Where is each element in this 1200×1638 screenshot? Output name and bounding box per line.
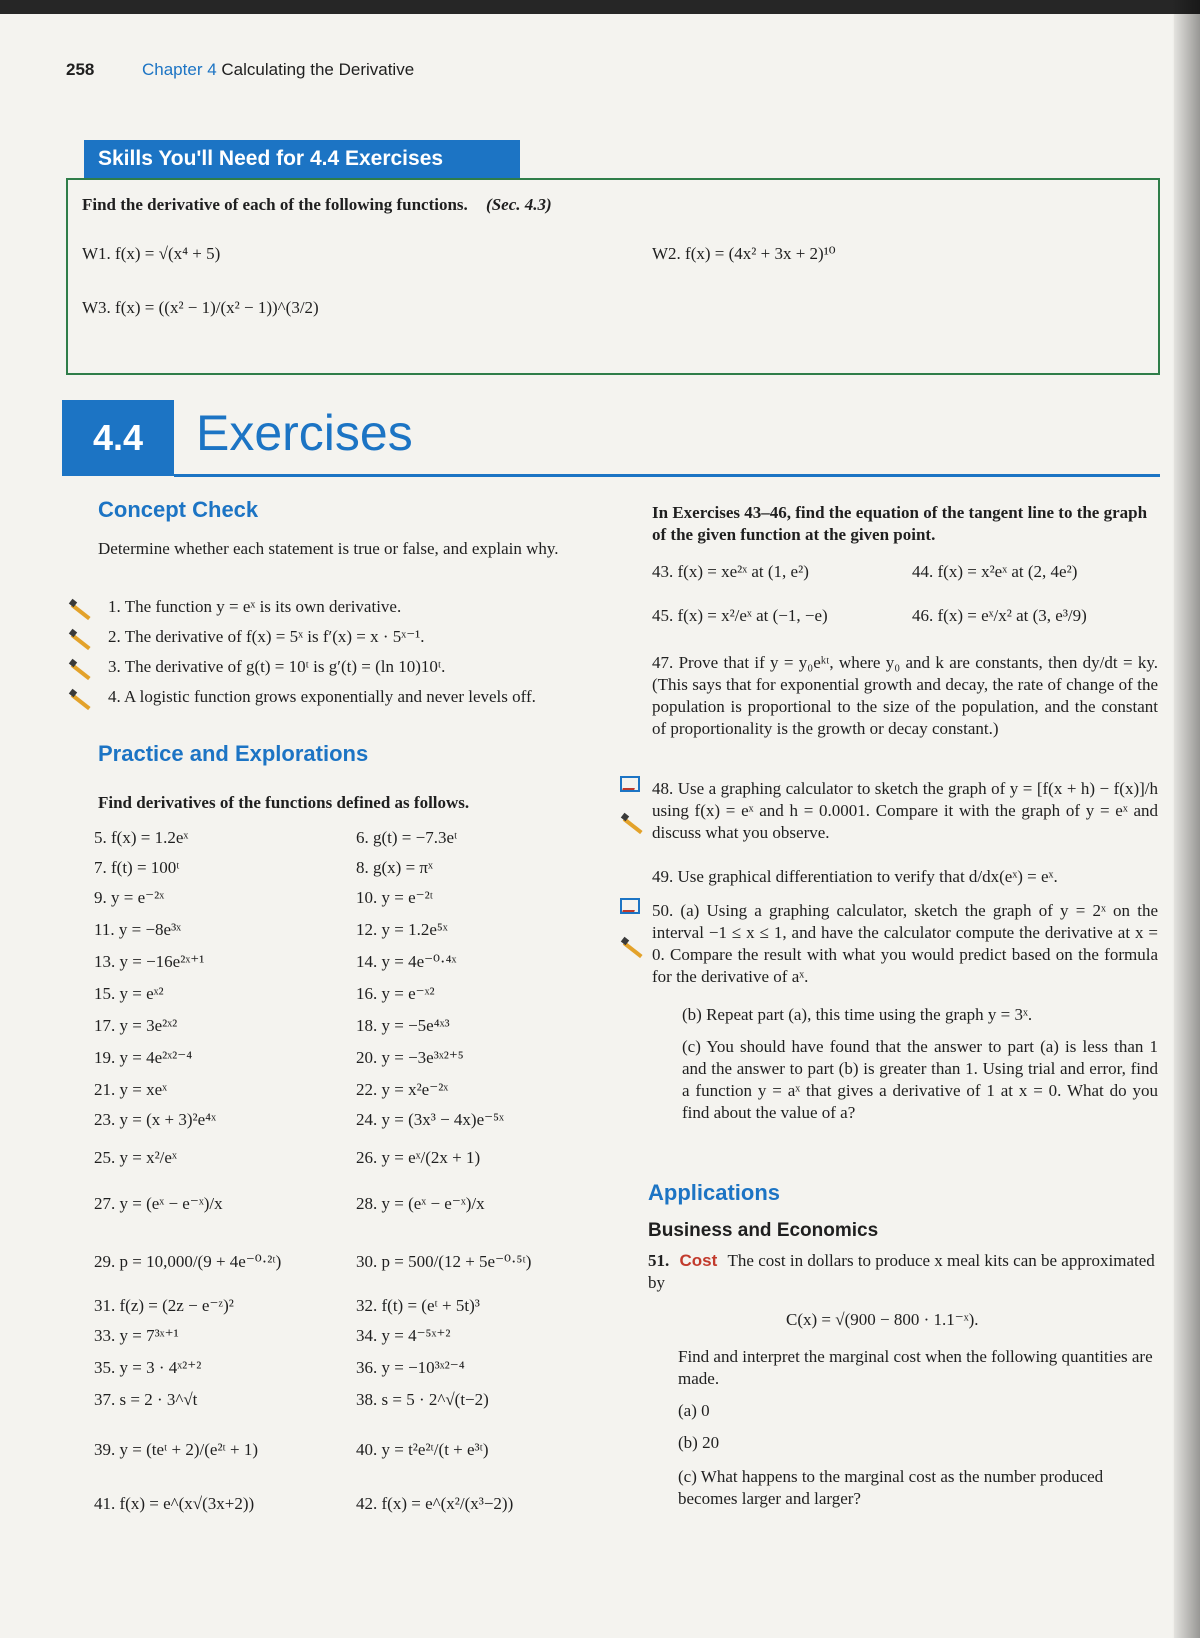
running-header [142,60,414,80]
practice-exercise: 20. y = −3e³ˣ²⁺⁵ [356,1048,464,1067]
practice-exercise: 15. y = eˣ² [94,984,164,1003]
scan-page-edge-shadow [1172,0,1200,1638]
practice-exercise: 42. f(x) = e^(x²/(x³−2)) [356,1494,514,1513]
skills-w3: W3. f(x) = ((x² − 1)/(x² − 1))^(3/2) [82,298,319,317]
practice-exercise: 5. f(x) = 1.2eˣ [94,828,189,847]
practice-exercise: 17. y = 3e²ˣ² [94,1016,178,1035]
business-economics-subheading: Business and Economics [648,1220,879,1241]
skills-tab: Skills You'll Need for 4.4 Exercises [84,140,520,178]
practice-exercise: 8. g(x) = πˣ [356,858,433,877]
practice-exercise: 36. y = −10³ˣ²⁻⁴ [356,1358,465,1377]
exercise-51-text: The cost in dollars to produce x meal kits can be approximated by [648,1251,1155,1292]
chapter-title: Calculating the Derivative [221,60,415,79]
writing-pencil-icon [70,624,92,644]
practice-exercise: 38. s = 5 · 2^√(t−2) [356,1390,489,1409]
practice-exercise: 25. y = x²/eˣ [94,1148,177,1167]
section-title: Exercises [196,405,413,461]
writing-pencil-icon [70,654,92,674]
concept-item: 3. The derivative of g(t) = 10ᵗ is g′(t) = (ln 10)10ᵗ. [108,657,446,676]
exercise-51-part-c: (c) What happens to the marginal cost as the number produced becomes larger and larger? [678,1467,1104,1508]
writing-pencil-icon [622,932,644,952]
practice-exercise: 7. f(t) = 100ᵗ [94,858,180,877]
practice-exercise: 12. y = 1.2e⁵ˣ [356,920,448,939]
practice-exercise: 18. y = −5e⁴ˣ³ [356,1016,450,1035]
exercise-44: 44. f(x) = x²eˣ at (2, 4e²) [912,562,1078,581]
skills-box [66,178,1160,375]
practice-exercise: 16. y = e⁻ˣ² [356,984,435,1003]
concept-check-heading: Concept Check [98,497,259,522]
applications-heading: Applications [648,1180,781,1205]
writing-pencil-icon [622,808,644,828]
concept-item: 1. The function y = eˣ is its own derivative. [108,597,402,616]
exercise-50b: (b) Repeat part (a), this time using the graph y = 3ˣ. [682,1005,1033,1024]
exercise-51 [648,1250,1158,1294]
practice-exercise: 37. s = 2 · 3^√t [94,1390,198,1409]
exercise-48: 48. Use a graphing calculator to sketch the graph of y = [f(x + h) − f(x)]/h using f(x) = eˣ and h = 0.0001. Compare it with the graph of y = eˣ and discuss what you observe. [652,779,1158,842]
practice-exercise: 39. y = (teᵗ + 2)/(e²ᵗ + 1) [94,1440,259,1459]
practice-exercise: 6. g(t) = −7.3eᵗ [356,828,458,847]
practice-exercise: 34. y = 4⁻⁵ˣ⁺² [356,1326,451,1345]
practice-exercise: 21. y = xeˣ [94,1080,168,1099]
practice-exercise: 13. y = −16e²ˣ⁺¹ [94,952,205,971]
exercise-51-part-b: (b) 20 [678,1433,720,1452]
practice-exercise: 22. y = x²e⁻²ˣ [356,1080,449,1099]
practice-exercise: 30. p = 500/(12 + 5e⁻⁰·⁵ᵗ) [356,1252,532,1271]
practice-exercise: 32. f(t) = (eᵗ + 5t)³ [356,1296,480,1315]
scan-border-top [0,0,1200,14]
exercise-46: 46. f(x) = eˣ/x² at (3, e³/9) [912,606,1087,625]
practice-exercise: 24. y = (3x³ − 4x)e⁻⁵ˣ [356,1110,504,1129]
exercise-50a: 50. (a) Using a graphing calculator, sketch the graph of y = 2ˣ on the interval −1 ≤ x ≤ 1, and have the calculator compute the derivative at x = 0. Compare the result with what you would predict based on the formula for the derivative of aˣ. [652,901,1158,986]
exercise-45: 45. f(x) = x²/eˣ at (−1, −e) [652,606,828,625]
concept-item: 4. A logistic function grows exponentially and never levels off. [108,687,536,706]
chapter-label: Chapter 4 [142,60,217,79]
practice-exercise: 19. y = 4e²ˣ²⁻⁴ [94,1048,193,1067]
practice-exercise: 41. f(x) = e^(x√(3x+2)) [94,1494,255,1513]
skills-w2: W2. f(x) = (4x² + 3x + 2)¹⁰ [652,244,836,263]
practice-exercise: 35. y = 3 · 4ˣ²⁺² [94,1358,202,1377]
section-rule [174,474,1160,477]
practice-exercise: 10. y = e⁻²ᵗ [356,888,433,907]
practice-exercise: 29. p = 10,000/(9 + 4e⁻⁰·²ᵗ) [94,1252,282,1271]
exercise-50c: (c) You should have found that the answer to part (a) is less than 1 and the answer to part (b) is greater than 1. Using trial and error, find a function y = aˣ that gives a derivative of 1 at x = 0. What do you find about the value of a? [682,1037,1158,1122]
exercise-43: 43. f(x) = xe²ˣ at (1, e²) [652,562,809,581]
graphing-calculator-icon [620,898,640,914]
practice-exercise: 27. y = (eˣ − e⁻ˣ)/x [94,1194,223,1213]
skills-instruction: Find the derivative of each of the following functions. (Sec. 4.3) [82,195,552,214]
writing-pencil-icon [70,594,92,614]
practice-exercise: 23. y = (x + 3)²e⁴ˣ [94,1110,216,1129]
page-number: 258 [66,60,95,79]
graphing-calculator-icon [620,776,640,792]
writing-pencil-icon [70,684,92,704]
skills-w1: W1. f(x) = √(x⁴ + 5) [82,244,221,263]
section-number: 4.4 [62,400,174,476]
practice-heading: Practice and Explorations [98,741,369,766]
exercise-47: 47. Prove that if y = y₀eᵏᵗ, where y₀ and k are constants, then dy/dt = ky. (This says that for exponential growth and decay, the rate of change of the population is proportional to the size of the population, and the constant of proportionality is the growth or decay constant.) [652,653,1158,738]
practice-exercise: 14. y = 4e⁻⁰·⁴ˣ [356,952,457,971]
cost-formula: C(x) = √(900 − 800 · 1.1⁻ˣ). [786,1310,979,1329]
practice-exercise: 28. y = (eˣ − e⁻ˣ)/x [356,1194,485,1213]
tangent-instruction: In Exercises 43–46, find the equation of the tangent line to the graph of the given function at the given point. [652,503,1148,544]
exercise-51-topic: Cost [679,1251,718,1270]
practice-exercise: 26. y = eˣ/(2x + 1) [356,1148,481,1167]
practice-exercise: 31. f(z) = (2z − e⁻ᶻ)² [94,1296,234,1315]
concept-item: 2. The derivative of f(x) = 5ˣ is f′(x) = x · 5ˣ⁻¹. [108,627,425,646]
exercise-51-number: 51. [648,1251,670,1270]
exercise-49: 49. Use graphical differentiation to verify that d/dx(eˣ) = eˣ. [652,867,1058,886]
practice-exercise: 40. y = t²e²ᵗ/(t + e³ᵗ) [356,1440,489,1459]
exercise-51-instruction: Find and interpret the marginal cost when the following quantities are made. [678,1347,1153,1388]
exercise-51-part-a: (a) 0 [678,1401,710,1420]
concept-instruction: Determine whether each statement is true or false, and explain why. [98,539,559,558]
practice-exercise: 33. y = 7³ˣ⁺¹ [94,1326,179,1345]
practice-instruction: Find derivatives of the functions defined as follows. [98,793,470,812]
practice-exercise: 9. y = e⁻²ˣ [94,888,165,907]
practice-exercise: 11. y = −8e³ˣ [94,920,182,939]
